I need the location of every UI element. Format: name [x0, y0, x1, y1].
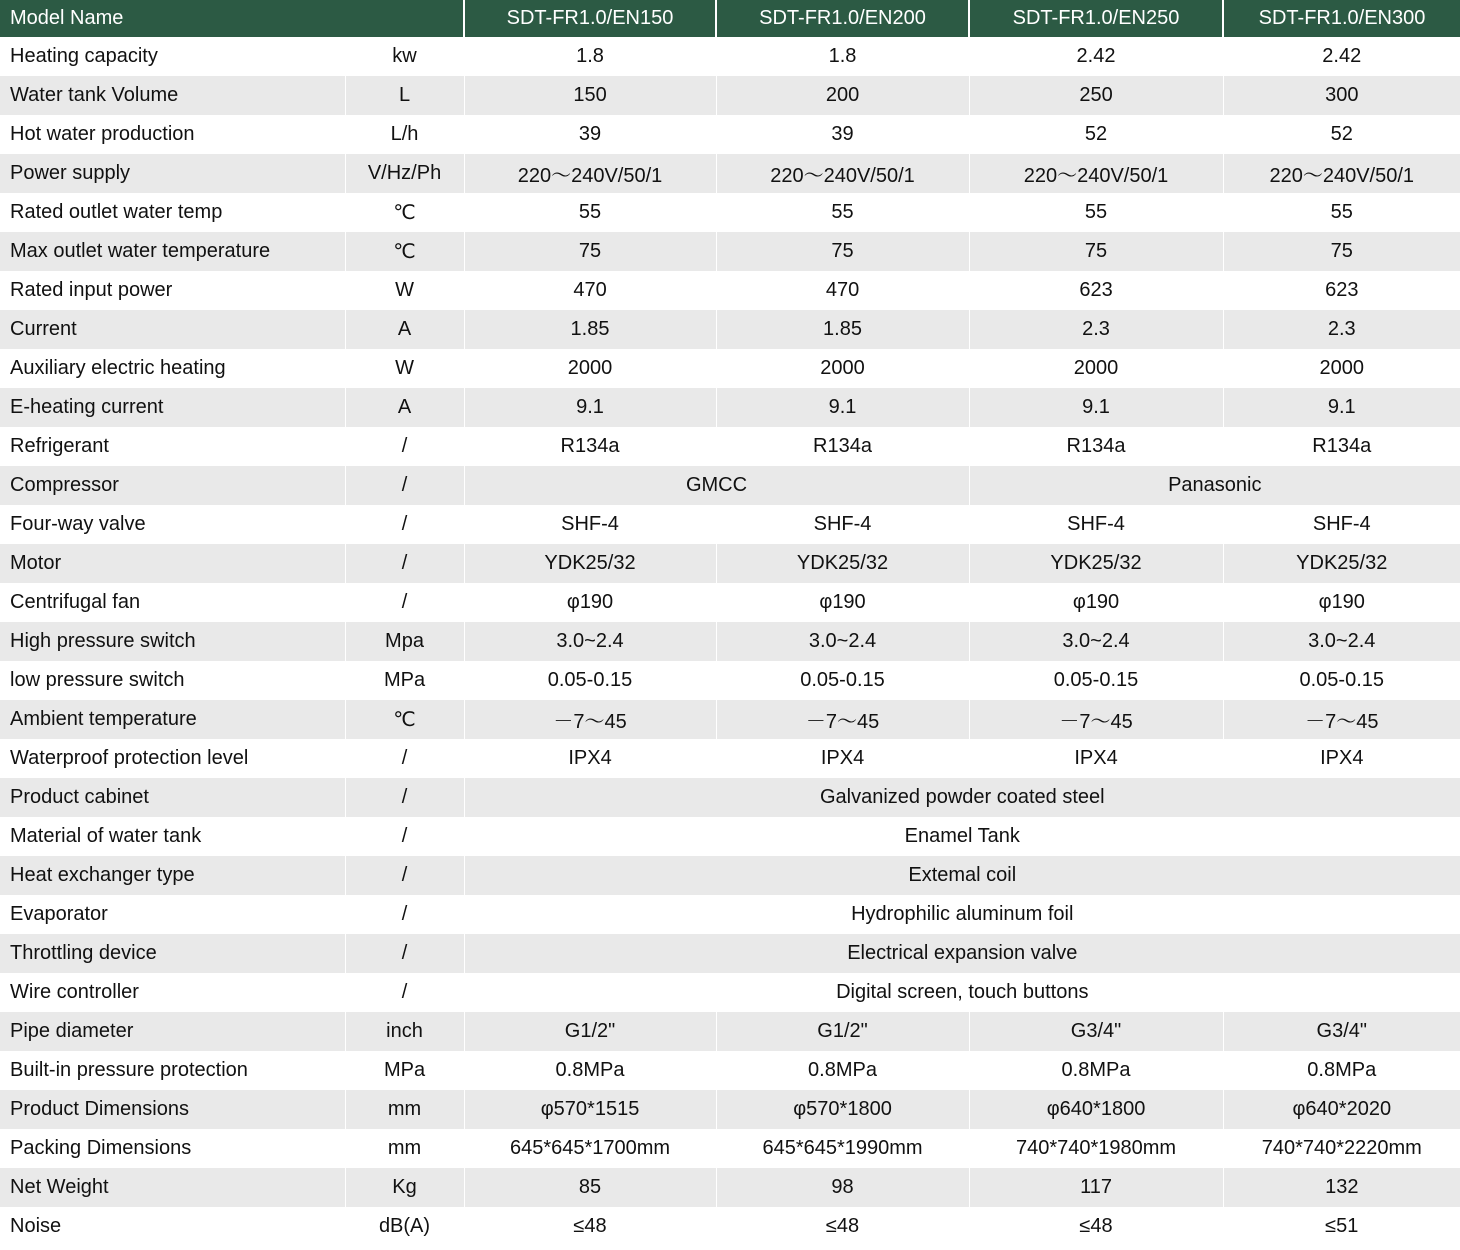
value-cell: 3.0~2.4 — [464, 622, 716, 661]
table-row — [0, 544, 1460, 583]
value-cell: 132 — [1223, 1168, 1460, 1207]
table-row — [0, 1207, 1460, 1246]
value-cell: －7～45 — [1223, 700, 1460, 739]
value-cell: 0.05-0.15 — [1223, 661, 1460, 700]
unit-cell: L/h — [345, 115, 464, 154]
table-row — [0, 37, 1460, 76]
value-cell: 0.05-0.15 — [969, 661, 1223, 700]
value-cell: 0.8MPa — [1223, 1051, 1460, 1090]
param-cell: Product Dimensions — [0, 1090, 345, 1129]
value-cell: 470 — [716, 271, 969, 310]
value-cell: －7～45 — [716, 700, 969, 739]
value-cell: 52 — [1223, 115, 1460, 154]
unit-cell: ℃ — [345, 232, 464, 271]
param-cell: Packing Dimensions — [0, 1129, 345, 1168]
table-row — [0, 232, 1460, 271]
unit-cell: V/Hz/Ph — [345, 154, 464, 193]
value-cell: 300 — [1223, 76, 1460, 115]
unit-cell: / — [345, 934, 464, 973]
value-cell: 9.1 — [716, 388, 969, 427]
value-cell: 0.8MPa — [464, 1051, 716, 1090]
value-cell: 55 — [716, 193, 969, 232]
unit-cell: W — [345, 271, 464, 310]
param-cell: Motor — [0, 544, 345, 583]
value-cell: G3/4" — [969, 1012, 1223, 1051]
value-cell: ≤48 — [716, 1207, 969, 1246]
merged-value-cell: Digital screen, touch buttons — [464, 973, 1460, 1012]
table-row — [0, 856, 1460, 895]
param-cell: Rated outlet water temp — [0, 193, 345, 232]
param-cell: Max outlet water temperature — [0, 232, 345, 271]
value-cell: 2000 — [716, 349, 969, 388]
param-cell: E-heating current — [0, 388, 345, 427]
value-cell: YDK25/32 — [969, 544, 1223, 583]
value-cell: 645*645*1700mm — [464, 1129, 716, 1168]
table-row — [0, 973, 1460, 1012]
param-cell: Current — [0, 310, 345, 349]
value-cell: G3/4" — [1223, 1012, 1460, 1051]
unit-cell: / — [345, 583, 464, 622]
value-cell: φ640*2020 — [1223, 1090, 1460, 1129]
table-row — [0, 115, 1460, 154]
param-cell: Material of water tank — [0, 817, 345, 856]
unit-cell: / — [345, 427, 464, 466]
param-cell: Ambient temperature — [0, 700, 345, 739]
value-cell: 220～240V/50/1 — [1223, 154, 1460, 193]
value-cell: ≤51 — [1223, 1207, 1460, 1246]
table-row — [0, 505, 1460, 544]
value-cell: G1/2" — [716, 1012, 969, 1051]
value-cell: 117 — [969, 1168, 1223, 1207]
param-cell: Waterproof protection level — [0, 739, 345, 778]
value-cell: YDK25/32 — [716, 544, 969, 583]
param-cell: Built-in pressure protection — [0, 1051, 345, 1090]
value-cell: R134a — [716, 427, 969, 466]
table-row — [0, 739, 1460, 778]
value-cell: ≤48 — [464, 1207, 716, 1246]
param-cell: Hot water production — [0, 115, 345, 154]
value-cell: 220～240V/50/1 — [969, 154, 1223, 193]
merged-value-cell: Enamel Tank — [464, 817, 1460, 856]
value-cell: 0.05-0.15 — [716, 661, 969, 700]
value-cell: R134a — [1223, 427, 1460, 466]
value-cell: IPX4 — [716, 739, 969, 778]
value-cell: YDK25/32 — [1223, 544, 1460, 583]
value-cell: 3.0~2.4 — [716, 622, 969, 661]
value-cell: IPX4 — [1223, 739, 1460, 778]
param-cell: Power supply — [0, 154, 345, 193]
param-cell: low pressure switch — [0, 661, 345, 700]
value-cell: －7～45 — [969, 700, 1223, 739]
value-cell: 9.1 — [464, 388, 716, 427]
header-row — [0, 0, 1460, 37]
value-cell: φ190 — [716, 583, 969, 622]
param-cell: Refrigerant — [0, 427, 345, 466]
value-cell: φ190 — [464, 583, 716, 622]
value-cell: φ570*1800 — [716, 1090, 969, 1129]
value-cell: 470 — [464, 271, 716, 310]
model-header: SDT-FR1.0/EN250 — [969, 0, 1223, 37]
unit-cell: A — [345, 388, 464, 427]
table-row — [0, 661, 1460, 700]
value-cell: 220～240V/50/1 — [716, 154, 969, 193]
table-row — [0, 1090, 1460, 1129]
unit-cell: mm — [345, 1090, 464, 1129]
unit-cell: MPa — [345, 1051, 464, 1090]
table-row — [0, 1012, 1460, 1051]
value-cell: SHF-4 — [969, 505, 1223, 544]
param-cell: Wire controller — [0, 973, 345, 1012]
value-cell: 645*645*1990mm — [716, 1129, 969, 1168]
value-cell: 75 — [464, 232, 716, 271]
unit-cell: / — [345, 856, 464, 895]
unit-cell: Mpa — [345, 622, 464, 661]
unit-cell: / — [345, 739, 464, 778]
param-cell: Four-way valve — [0, 505, 345, 544]
value-cell: 150 — [464, 76, 716, 115]
value-cell: R134a — [464, 427, 716, 466]
value-cell: 1.8 — [464, 37, 716, 76]
unit-cell: / — [345, 466, 464, 505]
value-cell: IPX4 — [464, 739, 716, 778]
merged-value-cell: Hydrophilic aluminum foil — [464, 895, 1460, 934]
value-cell: 623 — [1223, 271, 1460, 310]
unit-cell: / — [345, 778, 464, 817]
merged-value-cell: Galvanized powder coated steel — [464, 778, 1460, 817]
table-row — [0, 895, 1460, 934]
merged-value-cell: Panasonic — [969, 466, 1460, 505]
param-cell: Net Weight — [0, 1168, 345, 1207]
model-header: SDT-FR1.0/EN150 — [464, 0, 716, 37]
param-cell: Product cabinet — [0, 778, 345, 817]
unit-cell: / — [345, 895, 464, 934]
value-cell: SHF-4 — [1223, 505, 1460, 544]
value-cell: 1.85 — [464, 310, 716, 349]
value-cell: 85 — [464, 1168, 716, 1207]
table-row — [0, 583, 1460, 622]
merged-value-cell: Electrical expansion valve — [464, 934, 1460, 973]
unit-cell: / — [345, 505, 464, 544]
unit-cell: mm — [345, 1129, 464, 1168]
value-cell: φ190 — [1223, 583, 1460, 622]
table-row — [0, 154, 1460, 193]
value-cell: φ640*1800 — [969, 1090, 1223, 1129]
param-cell: Evaporator — [0, 895, 345, 934]
table-row — [0, 427, 1460, 466]
value-cell: 55 — [969, 193, 1223, 232]
unit-cell: MPa — [345, 661, 464, 700]
value-cell: 740*740*2220mm — [1223, 1129, 1460, 1168]
table-row — [0, 1051, 1460, 1090]
param-cell: Pipe diameter — [0, 1012, 345, 1051]
table-row — [0, 310, 1460, 349]
value-cell: 2000 — [969, 349, 1223, 388]
value-cell: IPX4 — [969, 739, 1223, 778]
value-cell: 9.1 — [969, 388, 1223, 427]
table-row — [0, 1168, 1460, 1207]
unit-cell: Kg — [345, 1168, 464, 1207]
value-cell: 3.0~2.4 — [969, 622, 1223, 661]
param-cell: Water tank Volume — [0, 76, 345, 115]
table-row — [0, 778, 1460, 817]
value-cell: 98 — [716, 1168, 969, 1207]
table-row — [0, 700, 1460, 739]
value-cell: 52 — [969, 115, 1223, 154]
value-cell: 2000 — [464, 349, 716, 388]
value-cell: 75 — [1223, 232, 1460, 271]
value-cell: 0.05-0.15 — [464, 661, 716, 700]
value-cell: 2.3 — [1223, 310, 1460, 349]
param-cell: Noise — [0, 1207, 345, 1246]
value-cell: 2.3 — [969, 310, 1223, 349]
param-cell: Rated input power — [0, 271, 345, 310]
table-row — [0, 76, 1460, 115]
value-cell: 2.42 — [1223, 37, 1460, 76]
value-cell: 623 — [969, 271, 1223, 310]
param-cell: Compressor — [0, 466, 345, 505]
value-cell: 75 — [969, 232, 1223, 271]
table-row — [0, 349, 1460, 388]
value-cell: 9.1 — [1223, 388, 1460, 427]
value-cell: 55 — [464, 193, 716, 232]
value-cell: 0.8MPa — [969, 1051, 1223, 1090]
unit-cell: W — [345, 349, 464, 388]
value-cell: ≤48 — [969, 1207, 1223, 1246]
merged-value-cell: Extemal coil — [464, 856, 1460, 895]
table-row — [0, 193, 1460, 232]
unit-cell: A — [345, 310, 464, 349]
param-cell: High pressure switch — [0, 622, 345, 661]
unit-cell: / — [345, 544, 464, 583]
value-cell: 2000 — [1223, 349, 1460, 388]
value-cell: 220～240V/50/1 — [464, 154, 716, 193]
value-cell: φ190 — [969, 583, 1223, 622]
value-cell: SHF-4 — [716, 505, 969, 544]
param-cell: Heat exchanger type — [0, 856, 345, 895]
unit-cell: inch — [345, 1012, 464, 1051]
value-cell: SHF-4 — [464, 505, 716, 544]
unit-cell: / — [345, 817, 464, 856]
param-cell: Heating capacity — [0, 37, 345, 76]
value-cell: 250 — [969, 76, 1223, 115]
merged-value-cell: GMCC — [464, 466, 969, 505]
value-cell: 39 — [716, 115, 969, 154]
param-cell: Centrifugal fan — [0, 583, 345, 622]
value-cell: 2.42 — [969, 37, 1223, 76]
unit-cell: dB(A) — [345, 1207, 464, 1246]
unit-cell: L — [345, 76, 464, 115]
value-cell: 1.85 — [716, 310, 969, 349]
table-row — [0, 1129, 1460, 1168]
table-row — [0, 466, 1460, 505]
unit-cell: ℃ — [345, 193, 464, 232]
value-cell: φ570*1515 — [464, 1090, 716, 1129]
table-row — [0, 271, 1460, 310]
param-cell: Auxiliary electric heating — [0, 349, 345, 388]
model-name-label: Model Name — [0, 0, 464, 37]
unit-cell: ℃ — [345, 700, 464, 739]
table-row — [0, 388, 1460, 427]
value-cell: G1/2" — [464, 1012, 716, 1051]
value-cell: 3.0~2.4 — [1223, 622, 1460, 661]
value-cell: 75 — [716, 232, 969, 271]
value-cell: 55 — [1223, 193, 1460, 232]
model-header: SDT-FR1.0/EN200 — [716, 0, 969, 37]
value-cell: R134a — [969, 427, 1223, 466]
value-cell: －7～45 — [464, 700, 716, 739]
spec-body — [0, 37, 1460, 1246]
unit-cell: / — [345, 973, 464, 1012]
value-cell: 200 — [716, 76, 969, 115]
value-cell: YDK25/32 — [464, 544, 716, 583]
table-row — [0, 934, 1460, 973]
table-row — [0, 622, 1460, 661]
value-cell: 740*740*1980mm — [969, 1129, 1223, 1168]
table-row — [0, 817, 1460, 856]
unit-cell: kw — [345, 37, 464, 76]
value-cell: 1.8 — [716, 37, 969, 76]
value-cell: 0.8MPa — [716, 1051, 969, 1090]
model-header: SDT-FR1.0/EN300 — [1223, 0, 1460, 37]
value-cell: 39 — [464, 115, 716, 154]
param-cell: Throttling device — [0, 934, 345, 973]
